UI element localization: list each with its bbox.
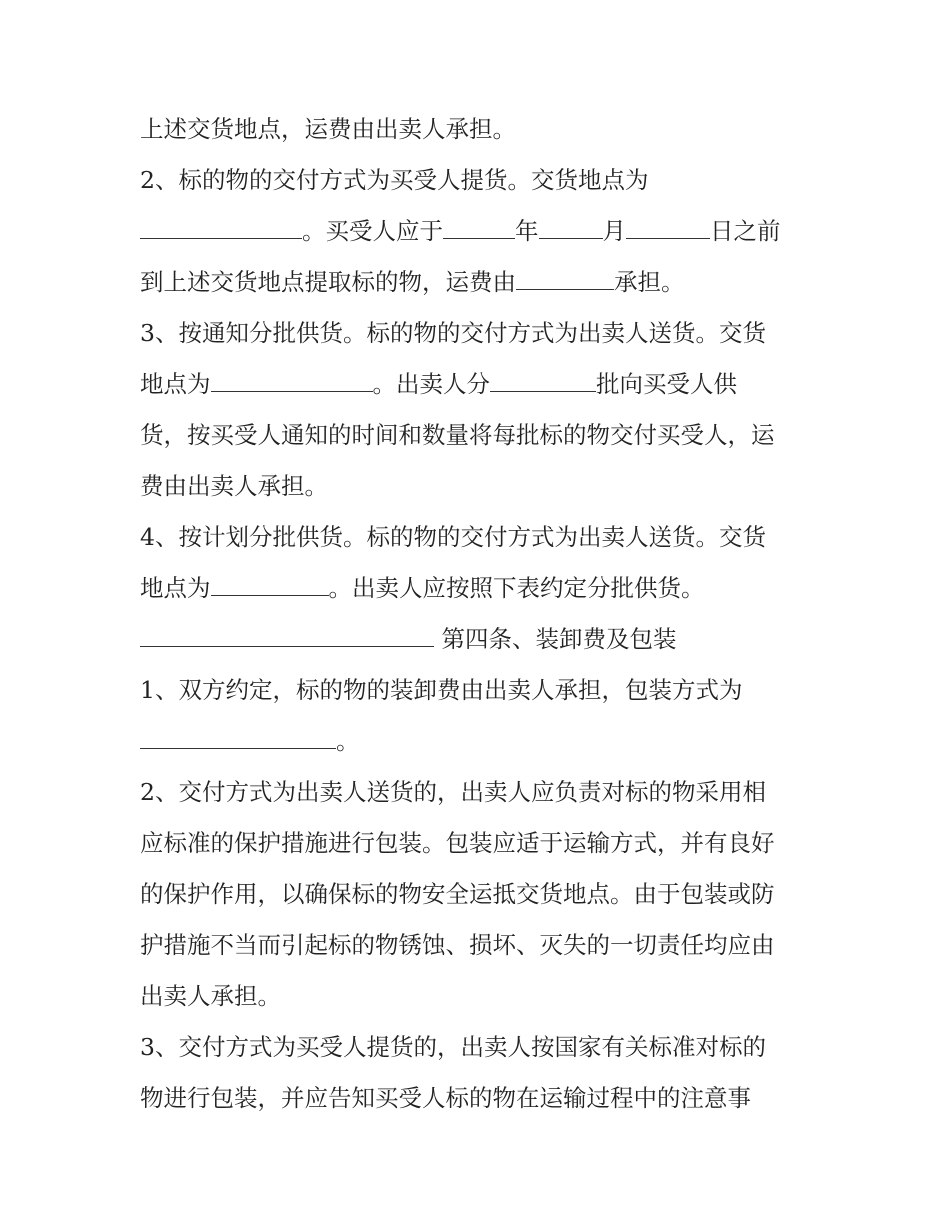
text-segment: 到上述交货地点提取标的物，运费由 <box>140 268 516 296</box>
text-line <box>140 112 516 146</box>
text-line <box>140 1030 766 1064</box>
text-line <box>140 367 737 401</box>
text-segment: 。 <box>336 727 360 755</box>
text-segment: 月 <box>602 217 626 245</box>
fill-blank[interactable] <box>140 216 302 239</box>
text-segment: 物进行包装，并应告知买受人标的物在运输过程中的注意事 <box>140 1084 751 1112</box>
text-line <box>140 877 775 911</box>
text-segment: 日之前 <box>710 217 781 245</box>
text-segment: 的保护作用，以确保标的物安全运抵交货地点。由于包装或防 <box>140 880 775 908</box>
text-segment: 1、双方约定，标的物的装卸费由出卖人承担，包装方式为 <box>140 676 743 704</box>
text-line <box>140 520 766 554</box>
text-line <box>140 979 281 1013</box>
text-segment: 2、标的物的交付方式为买受人提货。交货地点为 <box>140 166 649 194</box>
fill-blank[interactable] <box>516 267 614 290</box>
fill-blank[interactable] <box>626 216 710 239</box>
text-segment: 货，按买受人通知的时间和数量将每批标的物交付买受人，运 <box>140 421 775 449</box>
text-segment: 承担。 <box>614 268 685 296</box>
text-segment: 。买受人应于 <box>302 217 443 245</box>
fill-blank[interactable] <box>443 216 515 239</box>
text-line <box>140 775 766 809</box>
text-segment: 护措施不当而引起标的物锈蚀、损坏、灭失的一切责任均应由 <box>140 931 775 959</box>
fill-blank[interactable] <box>211 573 329 596</box>
text-segment: 出卖人承担。 <box>140 982 281 1010</box>
text-line <box>140 673 742 707</box>
text-line <box>140 571 705 605</box>
text-segment: 3、按通知分批供货。标的物的交付方式为出卖人送货。交货 <box>140 319 766 347</box>
fill-blank[interactable] <box>490 369 596 392</box>
text-segment: 应标准的保护措施进行包装。包装应适于运输方式，并有良好 <box>140 829 775 857</box>
text-line <box>140 418 775 452</box>
text-line <box>140 622 676 656</box>
fill-blank[interactable] <box>211 369 373 392</box>
text-line <box>140 265 685 299</box>
text-line <box>140 1081 751 1115</box>
text-line <box>140 724 360 758</box>
fill-blank[interactable] <box>539 216 603 239</box>
fill-blank[interactable] <box>140 624 434 647</box>
text-line <box>140 826 775 860</box>
text-line <box>140 928 775 962</box>
text-segment: 3、交付方式为买受人提货的，出卖人按国家有关标准对标的 <box>140 1033 766 1061</box>
text-segment: 4、按计划分批供货。标的物的交付方式为出卖人送货。交货 <box>140 523 766 551</box>
text-segment: 。出卖人应按照下表约定分批供货。 <box>328 574 705 602</box>
text-segment: 批向买受人供 <box>596 370 737 398</box>
text-line <box>140 469 328 503</box>
section-heading: 第四条、装卸费及包装 <box>434 625 677 653</box>
text-segment: 地点为 <box>140 574 211 602</box>
text-segment: 。出卖人分 <box>372 370 490 398</box>
text-segment: 2、交付方式为出卖人送货的，出卖人应负责对标的物采用相 <box>140 778 766 806</box>
text-segment: 地点为 <box>140 370 211 398</box>
text-segment: 费由出卖人承担。 <box>140 472 328 500</box>
text-segment: 上述交货地点，运费由出卖人承担。 <box>140 115 516 143</box>
text-line <box>140 214 781 248</box>
text-line <box>140 316 766 350</box>
text-segment: 年 <box>515 217 539 245</box>
text-line <box>140 163 648 197</box>
fill-blank[interactable] <box>140 726 336 749</box>
